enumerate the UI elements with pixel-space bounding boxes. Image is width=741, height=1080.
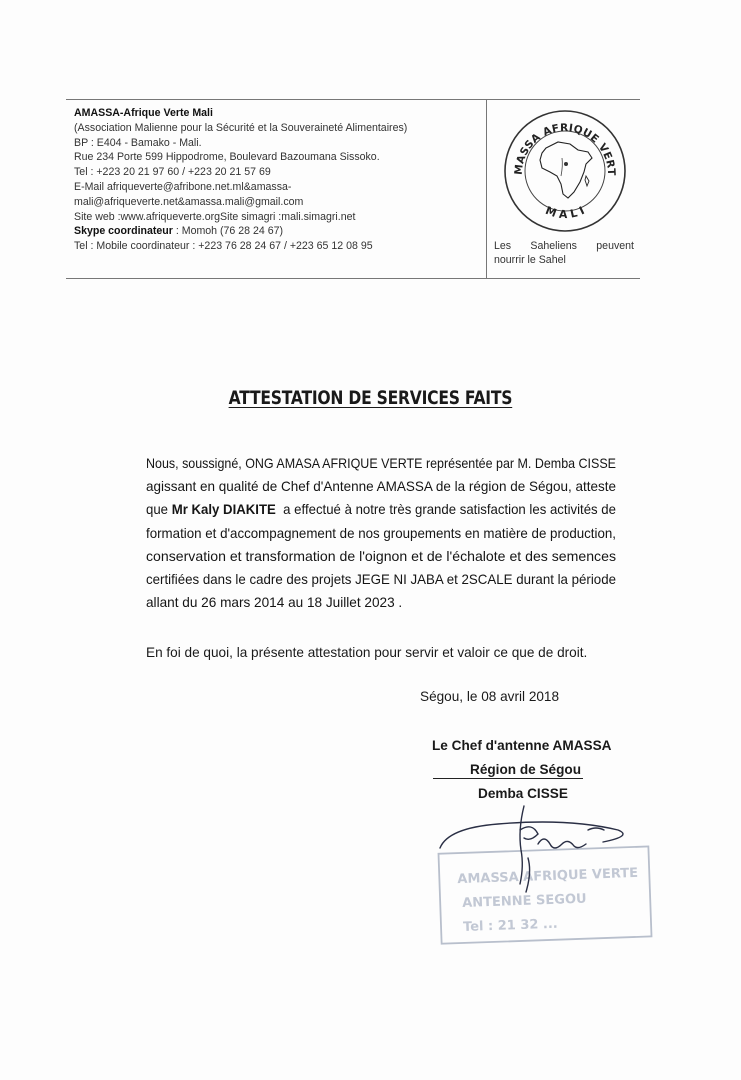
stamp-line-1: AMASSA AFRIQUE VERTE bbox=[457, 865, 639, 888]
org-skype bbox=[74, 224, 484, 239]
stamp-line-3: Tel : 21 32 ... bbox=[462, 916, 559, 935]
body-line-1: Nous, soussigné, ONG AMASA AFRIQUE VERTE représentée par M. Demba CISSE bbox=[146, 456, 616, 471]
signatory-title: Le Chef d'antenne AMASSA bbox=[432, 738, 612, 753]
signature-and-stamp bbox=[428, 800, 658, 945]
org-mobile: Tel : Mobile coordinateur : +223 76 28 24 67 / +223 65 12 08 95 bbox=[74, 240, 373, 253]
document-title-text: ATTESTATION DE SERVICES FAITS bbox=[228, 387, 513, 409]
org-email-line-2: mali@afriqueverte.net&amassa.mali@gmail.com bbox=[74, 195, 304, 208]
skype-label: Skype coordinateur bbox=[74, 225, 173, 238]
stamp-line-2: ANTENNE SEGOU bbox=[461, 891, 587, 911]
motto-word-3: peuvent bbox=[596, 240, 634, 252]
org-phone: Tel : +223 20 21 97 60 / +223 20 21 57 69 bbox=[74, 166, 271, 179]
body-line-2: agissant en qualité de Chef d'Antenne AMASSA de la région de Ségou, atteste bbox=[146, 479, 616, 495]
body-line-4: formation et d'accompagnement de nos groupements en matière de production, bbox=[146, 525, 616, 541]
header-divider bbox=[486, 100, 487, 278]
africa-map-icon bbox=[500, 106, 630, 236]
org-po-box: BP : E404 - Bamako - Mali. bbox=[74, 136, 202, 149]
org-website: Site web :www.afriqueverte.orgSite simagri :mali.simagri.net bbox=[74, 210, 356, 223]
body-line-6: certifiées dans le cadre des projets JEGE NI JABA et 2SCALE durant la période bbox=[146, 572, 616, 588]
body-line-7: allant du 26 mars 2014 au 18 Juillet 2023 . bbox=[146, 595, 403, 611]
official-stamp-icon bbox=[428, 800, 658, 945]
org-full-name: (Association Malienne pour la Sécurité et la Souveraineté Alimentaires) bbox=[74, 121, 408, 134]
motto-word-2: Saheliens bbox=[530, 240, 577, 252]
motto-line-2: nourrir le Sahel bbox=[494, 254, 566, 266]
org-email-line-1: E-Mail afriqueverte@afribone.net.ml&amassa- bbox=[74, 180, 292, 193]
motto bbox=[494, 239, 634, 267]
body-line-3-pre: que bbox=[146, 502, 169, 518]
svg-text:AMASSA AFRIQUE VERTE bbox=[500, 106, 617, 177]
body-line-5: conservation et transformation de l'oignon et de l'échalote et des semences bbox=[146, 548, 616, 564]
skype-value: : Momoh (76 28 24 67) bbox=[175, 225, 284, 238]
body-line-3-post: a effectué à notre très grande satisfaction les activités de bbox=[275, 502, 616, 518]
letterhead bbox=[66, 99, 640, 279]
beneficiary-name: Mr Kaly DIAKITE bbox=[171, 502, 276, 518]
svg-text:M A L I bbox=[544, 204, 587, 221]
document-title bbox=[67, 387, 675, 409]
logo-text-top: MASSA AFRIQUE VERT bbox=[512, 121, 618, 177]
logo-text-bottom: M A L I bbox=[543, 203, 587, 222]
org-address: Rue 234 Porte 599 Hippodrome, Boulevard Bazoumana Sissoko. bbox=[74, 151, 380, 164]
body-line-3 bbox=[146, 498, 616, 521]
org-contact-block bbox=[74, 106, 484, 254]
attestation-body bbox=[146, 452, 616, 614]
signatory-name: Demba CISSE bbox=[478, 786, 568, 801]
motto-word-1: Les bbox=[494, 240, 512, 252]
org-name: AMASSA-Afrique Verte Mali bbox=[74, 107, 213, 119]
signatory-region: Région de Ségou bbox=[470, 762, 582, 777]
closing-statement: En foi de quoi, la présente attestation pour servir et valoir ce que de droit. bbox=[146, 645, 588, 660]
region-underline bbox=[433, 778, 583, 779]
amassa-logo bbox=[500, 106, 630, 236]
place-and-date: Ségou, le 08 avril 2018 bbox=[420, 689, 560, 704]
